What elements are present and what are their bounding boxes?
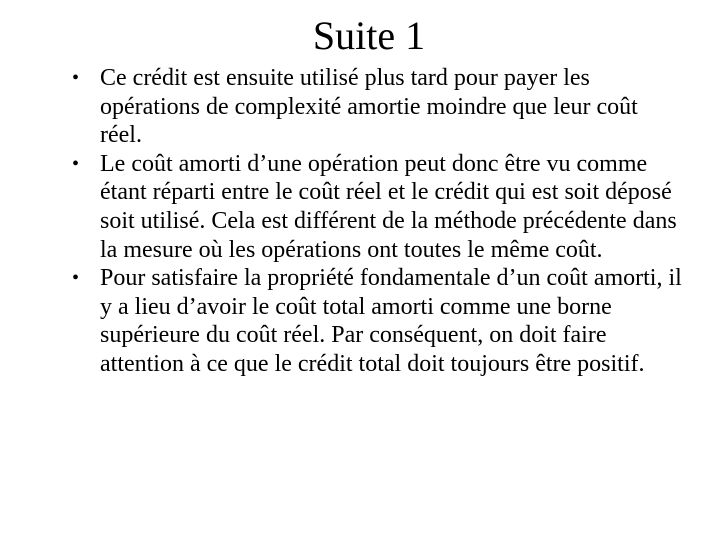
bullet-icon: • bbox=[72, 67, 80, 89]
bullet-item-1 bbox=[72, 64, 682, 150]
bullet-text-1: Ce crédit est ensuite utilisé plus tard pour payer les opérations de complexité amortie moindre que leur coût réel. bbox=[100, 65, 638, 149]
bullet-list bbox=[72, 64, 682, 379]
bullet-item-2 bbox=[72, 150, 682, 264]
bullet-icon: • bbox=[72, 267, 80, 290]
slide-title: Suite 1 bbox=[312, 13, 426, 58]
bullet-text-2: Le coût amorti d’une opération peut donc être vu comme étant réparti entre le coût réel et le crédit qui est soit déposé soit utilisé. Cela est différent de la méthode précédente dans la mesure où les opérations ont toutes le même coût. bbox=[100, 150, 677, 263]
bullet-icon: • bbox=[72, 152, 80, 175]
bullet-text-3: Pour satisfaire la propriété fondamentale d’un coût amorti, il y a lieu d’avoir le coût total amorti comme une borne supérieure du coût réel. Par conséquent, on doit faire attention à ce que le crédit total doit toujours être positif. bbox=[100, 265, 682, 377]
bullet-item-3 bbox=[72, 264, 682, 378]
